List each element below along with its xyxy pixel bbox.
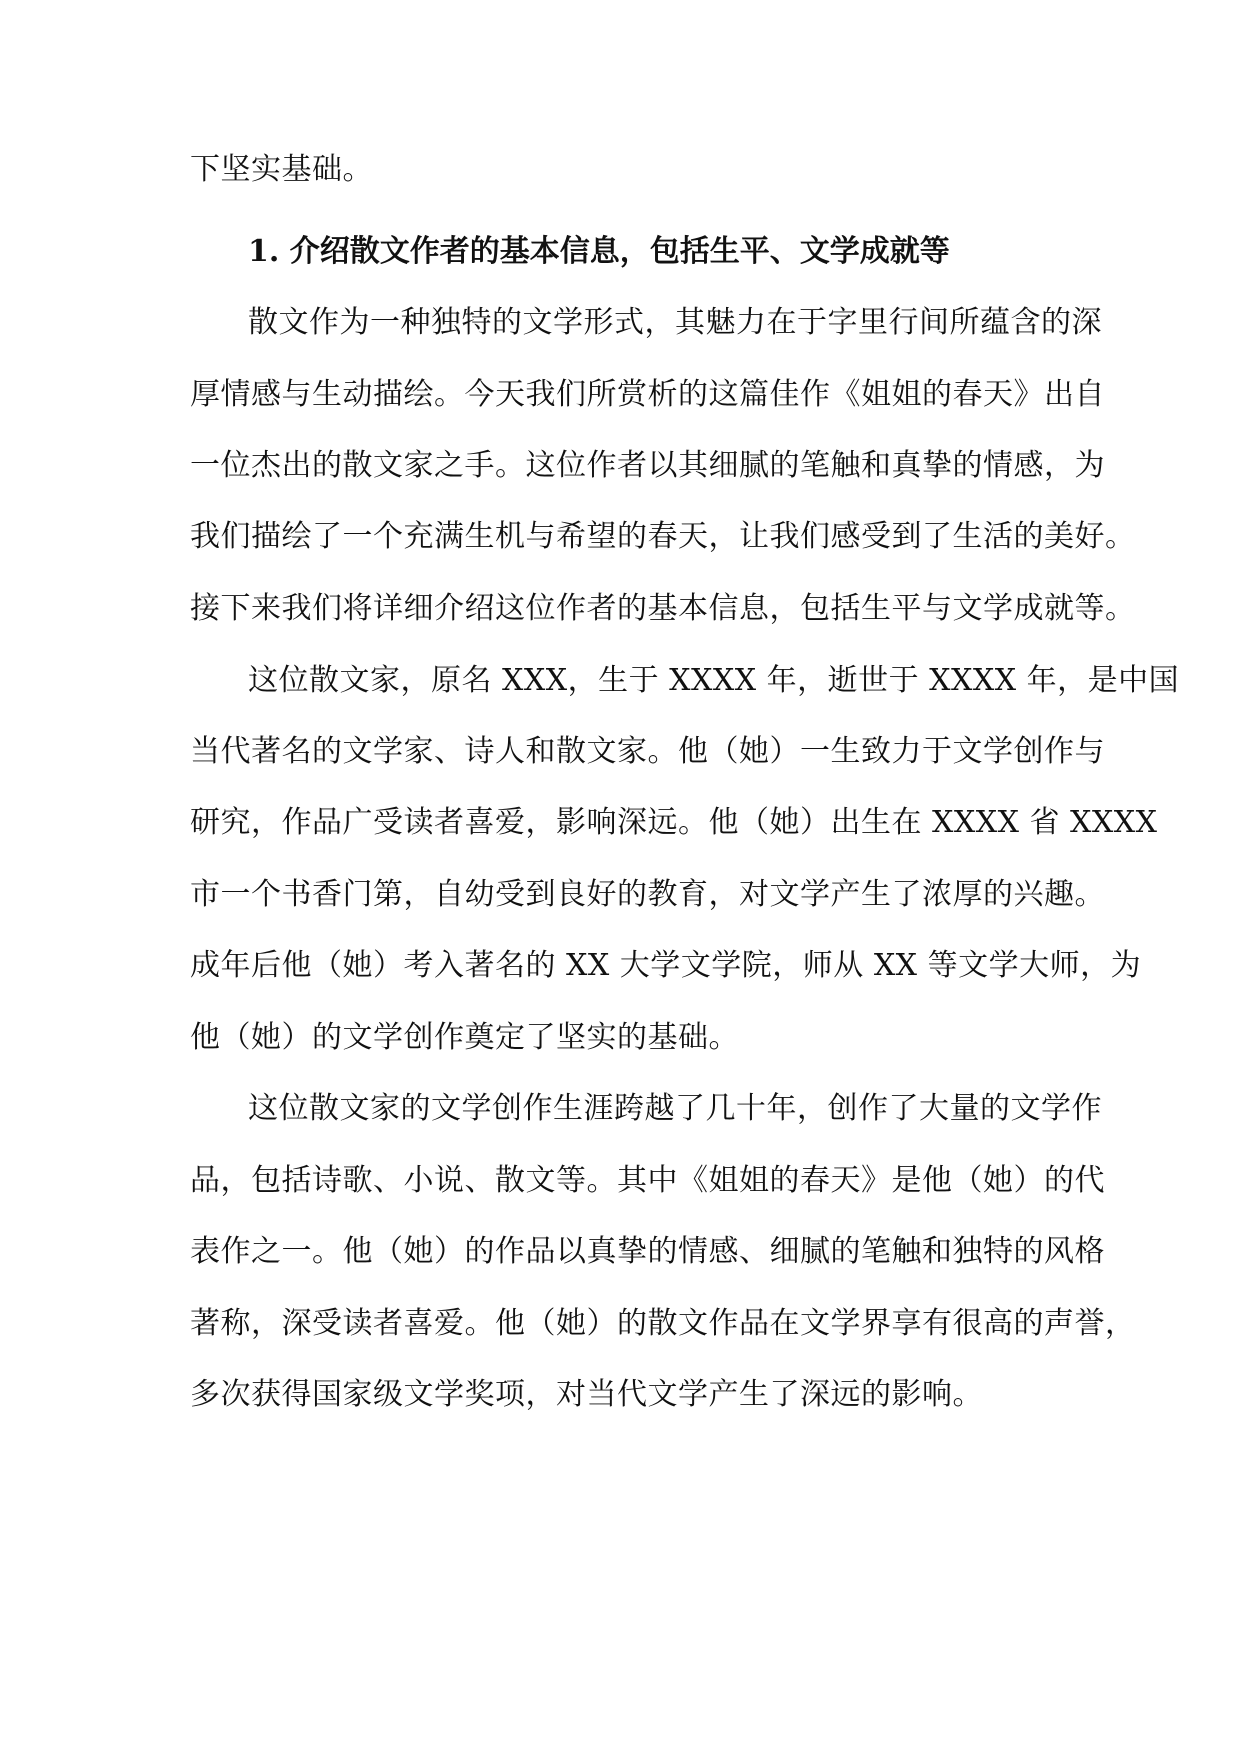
paragraph-line: 品，包括诗歌、小说、散文等。其中《姐姐的春天》是他（她）的代	[190, 1163, 1105, 1198]
paragraph-line: 接下来我们将详细介绍这位作者的基本信息，包括生平与文学成就等。	[190, 591, 1136, 626]
section-heading: 1. 介绍散文作者的基本信息，包括生平、文学成就等	[248, 234, 950, 269]
paragraph-line: 一位杰出的散文家之手。这位作者以其细腻的笔触和真挚的情感，为	[190, 448, 1105, 483]
continuation-line: 下坚实基础。	[190, 152, 373, 187]
paragraph-line: 成年后他（她）考入著名的 XX 大学文学院，师从 XX 等文学大师，为	[190, 948, 1142, 983]
paragraph-line: 著称，深受读者喜爱。他（她）的散文作品在文学界享有很高的声誉，	[190, 1306, 1136, 1341]
paragraph-line: 这位散文家的文学创作生涯跨越了几十年，创作了大量的文学作	[248, 1091, 1102, 1126]
paragraph-line: 我们描绘了一个充满生机与希望的春天，让我们感受到了生活的美好。	[190, 519, 1136, 554]
paragraph-line: 散文作为一种独特的文学形式，其魅力在于字里行间所蕴含的深	[248, 305, 1102, 340]
paragraph-line: 研究，作品广受读者喜爱，影响深远。他（她）出生在 XXXX 省 XXXX	[190, 805, 1158, 840]
paragraph-line: 这位散文家，原名 XXX，生于 XXXX 年，逝世于 XXXX 年，是中国	[248, 663, 1180, 698]
paragraph-line: 市一个书香门第，自幼受到良好的教育，对文学产生了浓厚的兴趣。	[190, 877, 1105, 912]
paragraph-line: 厚情感与生动描绘。今天我们所赏析的这篇佳作《姐姐的春天》出自	[190, 377, 1105, 412]
paragraph-line: 表作之一。他（她）的作品以真挚的情感、细腻的笔触和独特的风格	[190, 1234, 1105, 1269]
paragraph-line: 当代著名的文学家、诗人和散文家。他（她）一生致力于文学创作与	[190, 734, 1105, 769]
paragraph-line: 他（她）的文学创作奠定了坚实的基础。	[190, 1020, 739, 1055]
paragraph-line: 多次获得国家级文学奖项，对当代文学产生了深远的影响。	[190, 1377, 983, 1412]
